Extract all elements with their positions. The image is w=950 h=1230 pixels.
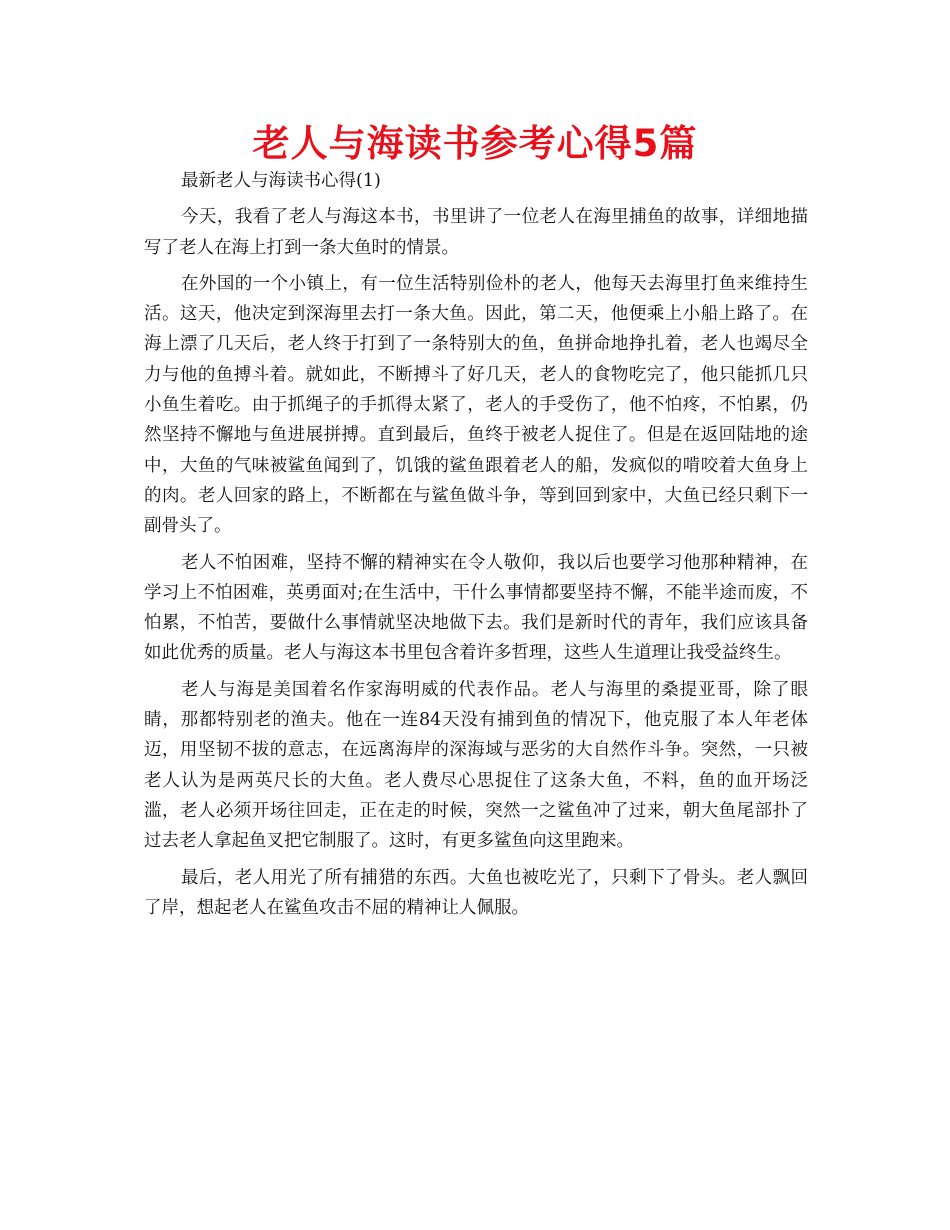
paragraph-intro: 今天，我看了老人与海这本书，书里讲了一位老人在海里捕鱼的故事，详细地描写了老人在海上打到一条大鱼时的情景。: [144, 207, 808, 258]
section-subheading: 最新老人与海读书心得(1): [181, 171, 381, 191]
document-body: [144, 166, 808, 929]
document-title: 老人与海读书参考心得5篇: [252, 122, 698, 165]
paragraph-story: 在外国的一个小镇上，有一位生活特别俭朴的老人，他每天去海里打鱼来维持生活。这天，他决定到深海里去打一条大鱼。因此，第二天，他便乘上小船上路了。在海上漂了几天后，老人终于打到了一条特别大的鱼，鱼拼命地挣扎着，老人也竭尽全力与他的鱼搏斗着。就如此，不断搏斗了好几天，老人的食物吃完了，他只能抓几只小鱼生着吃。由于抓绳子的手抓得太紧了，老人的手受伤了，他不怕疼，不怕累，仍然坚持不懈地与鱼进展拼搏。直到最后，鱼终于被老人捉住了。但是在返回陆地的途中，大鱼的气味被鲨鱼闻到了，饥饿的鲨鱼跟着老人的船，发疯似的啃咬着大鱼身上的肉。老人回家的路上，不断都在与鲨鱼做斗争，等到回到家中，大鱼已经只剩下一副骨头了。: [144, 273, 808, 537]
paragraph-author: 老人与海是美国着名作家海明威的代表作品。老人与海里的桑提亚哥，除了眼睛，那都特别老的渔夫。他在一连84天没有捕到鱼的情况下，他克服了本人年老体迈，用坚韧不拔的意志，在远离海岸的深海域与恶劣的大自然作斗争。突然，一只被老人认为是两英尺长的大鱼。老人费尽心思捉住了这条大鱼，不料，鱼的血开场泛滥，老人必须开场往回走，正在走的时候，突然一之鲨鱼冲了过来，朝大鱼尾部扑了过去老人拿起鱼叉把它制服了。这时，有更多鲨鱼向这里跑来。: [144, 679, 808, 852]
paragraph-reflection: 老人不怕困难，坚持不懈的精神实在令人敬仰，我以后也要学习他那种精神，在学习上不怕困难，英勇面对;在生活中，干什么事情都要坚持不懈，不能半途而废，不怕累，不怕苦，要做什么事情就坚决地做下去。我们是新时代的青年，我们应该具备如此优秀的质量。老人与海这本书里包含着许多哲理，这些人生道理让我受益终生。: [144, 552, 808, 664]
paragraph-ending: 最后，老人用光了所有捕猎的东西。大鱼也被吃光了，只剩下了骨头。老人飘回了岸，想起老人在鲨鱼攻击不屈的精神让人佩服。: [144, 867, 808, 918]
